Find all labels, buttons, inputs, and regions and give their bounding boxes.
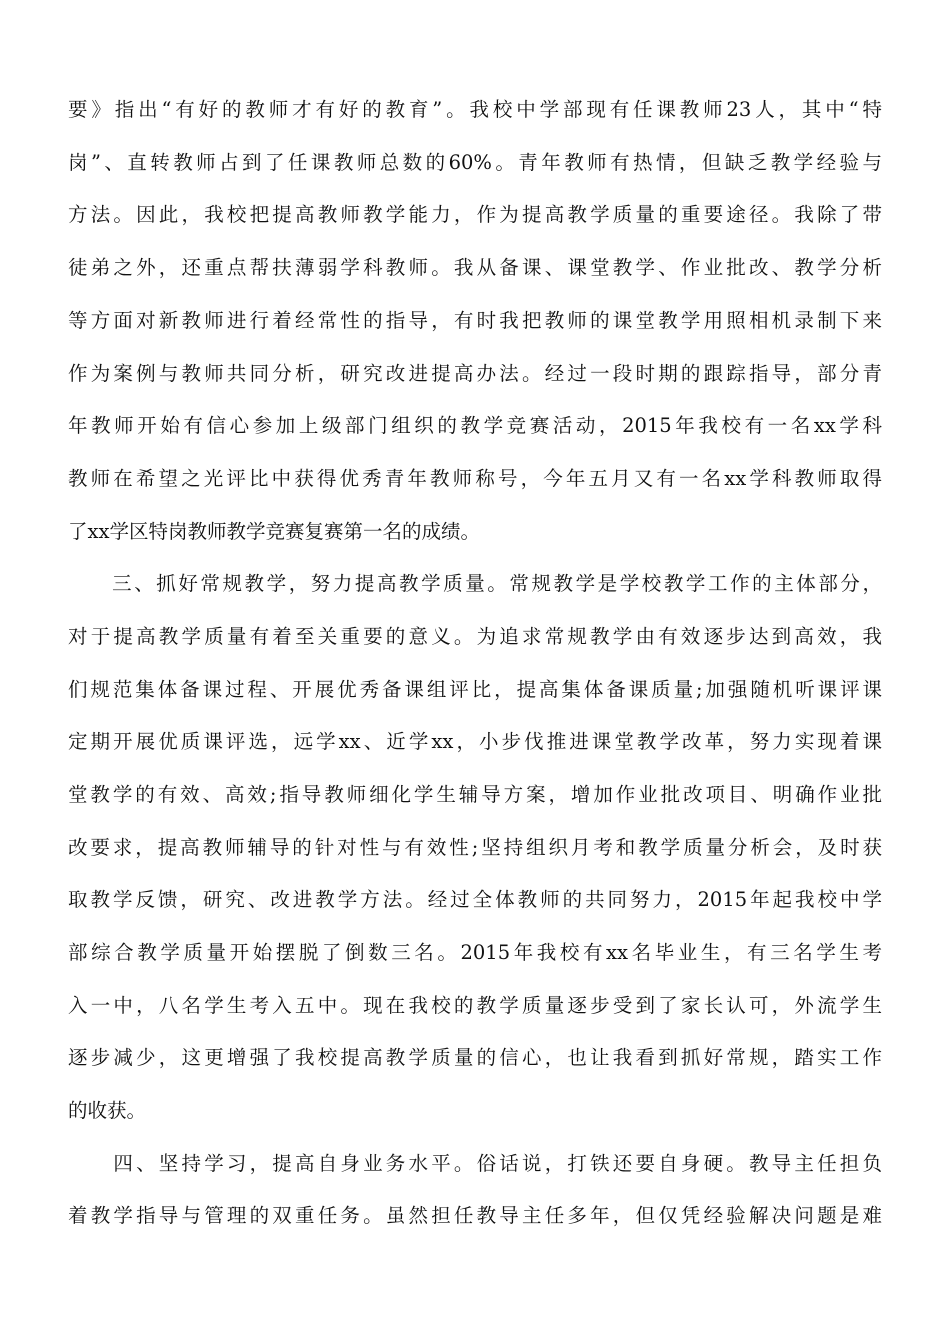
- text-line: 的收获。: [68, 1099, 147, 1122]
- text-line: 们规范集体备课过程、开展优秀备课组评比，提高集体备课质量;加强随机听课评课: [68, 678, 882, 701]
- text-line: 教师在希望之光评比中获得优秀青年教师称号，今年五月又有一名xx学科教师取得: [68, 467, 882, 490]
- text-line: 要》指出“有好的教师才有好的教育”。我校中学部现有任课教师23人，其中“特: [68, 98, 882, 121]
- text-line: 定期开展优质课评选，远学xx、近学xx，小步伐推进课堂教学改革，努力实现着课: [68, 730, 882, 753]
- text-line: 方法。因此，我校把提高教师教学能力，作为提高教学质量的重要途径。我除了带: [68, 203, 882, 226]
- text-line: 四、坚持学习，提高自身业务水平。俗话说，打铁还要自身硬。教导主任担负: [68, 1152, 882, 1175]
- text-line: 入一中，八名学生考入五中。现在我校的教学质量逐步受到了家长认可，外流学生: [68, 994, 882, 1017]
- text-line: 部综合教学质量开始摆脱了倒数三名。2015年我校有xx名毕业生，有三名学生考: [68, 941, 882, 964]
- text-line: 三、抓好常规教学，努力提高教学质量。常规教学是学校教学工作的主体部分，: [68, 572, 882, 595]
- text-line: 逐步减少，这更增强了我校提高教学质量的信心，也让我看到抓好常规，踏实工作: [68, 1046, 882, 1069]
- text-line: 等方面对新教师进行着经常性的指导，有时我把教师的课堂教学用照相机录制下来: [68, 309, 882, 332]
- text-line: 着教学指导与管理的双重任务。虽然担任教导主任多年，但仅凭经验解决问题是难: [68, 1204, 882, 1227]
- text-line: 取教学反馈，研究、改进教学方法。经过全体教师的共同努力，2015年起我校中学: [68, 888, 882, 911]
- text-line: 年教师开始有信心参加上级部门组织的教学竞赛活动，2015年我校有一名xx学科: [68, 414, 882, 437]
- text-line: 对于提高教学质量有着至关重要的意义。为追求常规教学由有效逐步达到高效，我: [68, 625, 882, 648]
- text-line: 徒弟之外，还重点帮扶薄弱学科教师。我从备课、课堂教学、作业批改、教学分析: [68, 256, 882, 279]
- text-line: 了xx学区特岗教师教学竞赛复赛第一名的成绩。: [68, 520, 480, 543]
- text-line: 岗”、直转教师占到了任课教师总数的60%。青年教师有热情，但缺乏教学经验与: [68, 151, 882, 174]
- text-line: 作为案例与教师共同分析，研究改进提高办法。经过一段时期的跟踪指导，部分青: [68, 362, 882, 385]
- text-line: 改要求，提高教师辅导的针对性与有效性;坚持组织月考和教学质量分析会，及时获: [68, 836, 882, 859]
- text-line: 堂教学的有效、高效;指导教师细化学生辅导方案，增加作业批改项目、明确作业批: [68, 783, 882, 806]
